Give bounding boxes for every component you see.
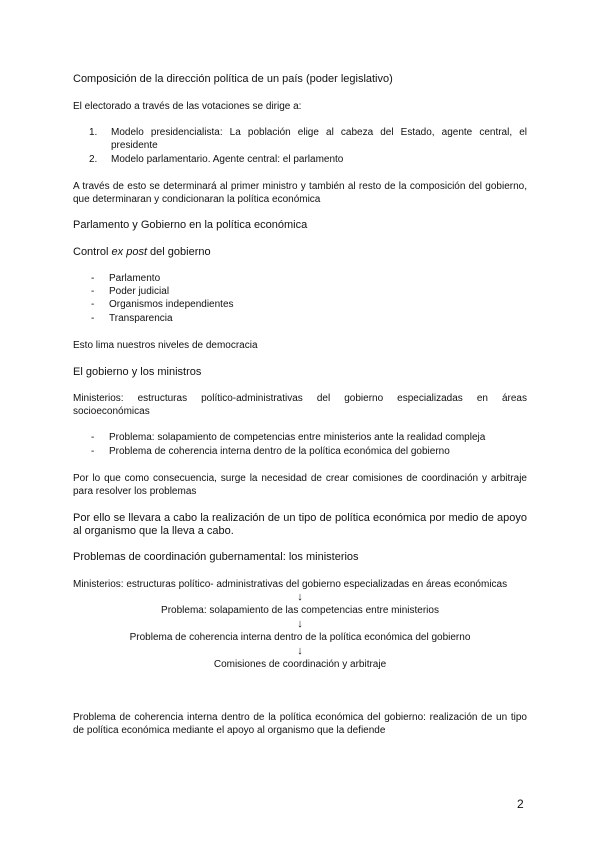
flow-step-1: Problema: solapamiento de las competencias entre ministerios (161, 605, 439, 616)
list-item-modelo-2 (91, 153, 527, 166)
list-text: Problema de coherencia interna dentro de la política económica del gobierno (109, 446, 450, 457)
list-text: Transparencia (109, 313, 173, 324)
list-text: Problema: solapamiento de competencias entre ministerios ante la realidad compleja (109, 432, 486, 443)
page-number: 2 (517, 797, 524, 811)
list-item-control (91, 312, 173, 325)
list-text: Poder judicial (109, 286, 170, 297)
paragraph-ministerios-definicion: Ministerios: estructuras político-administrativas del gobierno especializadas en áreas socioeconómicas (73, 393, 527, 417)
list-item-control (91, 298, 234, 311)
paragraph-final: Problema de coherencia interna dentro de la política económica del gobierno: realización de un tipo de política económica mediante el apoyo al organismo que la defiende (73, 712, 527, 736)
list-item-control (91, 285, 169, 298)
control-suffix: del gobierno (147, 246, 211, 258)
control-italic: ex post (111, 246, 147, 258)
dash-bullet-icon: - (91, 313, 95, 324)
down-arrow-icon: ↓ (297, 618, 303, 630)
list-item-modelo-1 (91, 126, 527, 152)
paragraph-por-ello: Por ello se llevara a cabo la realización de un tipo de política económica por medio de apoyo al organismo que la lleva a cabo. (73, 512, 527, 537)
dash-bullet-icon: - (91, 432, 95, 443)
list-text: Parlamento (109, 273, 161, 284)
down-arrow-icon: ↓ (297, 591, 303, 603)
flow-top: Ministerios: estructuras político- administrativas del gobierno especializadas en áreas económicas (73, 579, 508, 590)
dash-bullet-icon: - (91, 273, 95, 284)
heading-gobierno-ministros: El gobierno y los ministros (73, 366, 202, 378)
paragraph-electorado: El electorado a través de las votaciones se dirige a: (73, 101, 302, 112)
heading-problemas-coordinacion: Problemas de coordinación gubernamental: los ministerios (73, 551, 359, 563)
dash-bullet-icon: - (91, 446, 95, 457)
list-item-problema (91, 445, 450, 458)
paragraph-consecuencia: Por lo que como consecuencia, surge la necesidad de crear comisiones de coordinación y arbitraje para resolver los problemas (73, 473, 527, 497)
list-number: 1. (89, 127, 98, 138)
dash-bullet-icon: - (91, 286, 95, 297)
list-text: Organismos independientes (109, 299, 234, 310)
paragraph-determinara: A través de esto se determinará al primer ministro y también al resto de la composición del gobierno, que determinaran y condicionaran la política económica (73, 181, 527, 205)
down-arrow-icon: ↓ (297, 645, 303, 657)
list-text: Modelo parlamentario. Agente central: el parlamento (111, 154, 344, 165)
flow-step-3: Comisiones de coordinación y arbitraje (213, 659, 387, 670)
heading-composicion: Composición de la dirección política de un país (poder legislativo) (73, 73, 393, 85)
control-prefix: Control (73, 246, 112, 258)
list-item-problema (91, 431, 485, 444)
flow-step-2: Problema de coherencia interna dentro de la política económica del gobierno (129, 632, 471, 643)
dash-bullet-icon: - (91, 299, 95, 310)
list-number: 2. (89, 154, 98, 165)
list-item-control (91, 272, 160, 285)
heading-control-ex-post (73, 246, 527, 259)
heading-parlamento-gobierno: Parlamento y Gobierno en la política económica (73, 219, 308, 231)
list-text: Modelo presidencialista: La población elige al cabeza del Estado, agente central, el presidente (111, 127, 527, 151)
paragraph-lima: Esto lima nuestros niveles de democracia (73, 340, 258, 351)
